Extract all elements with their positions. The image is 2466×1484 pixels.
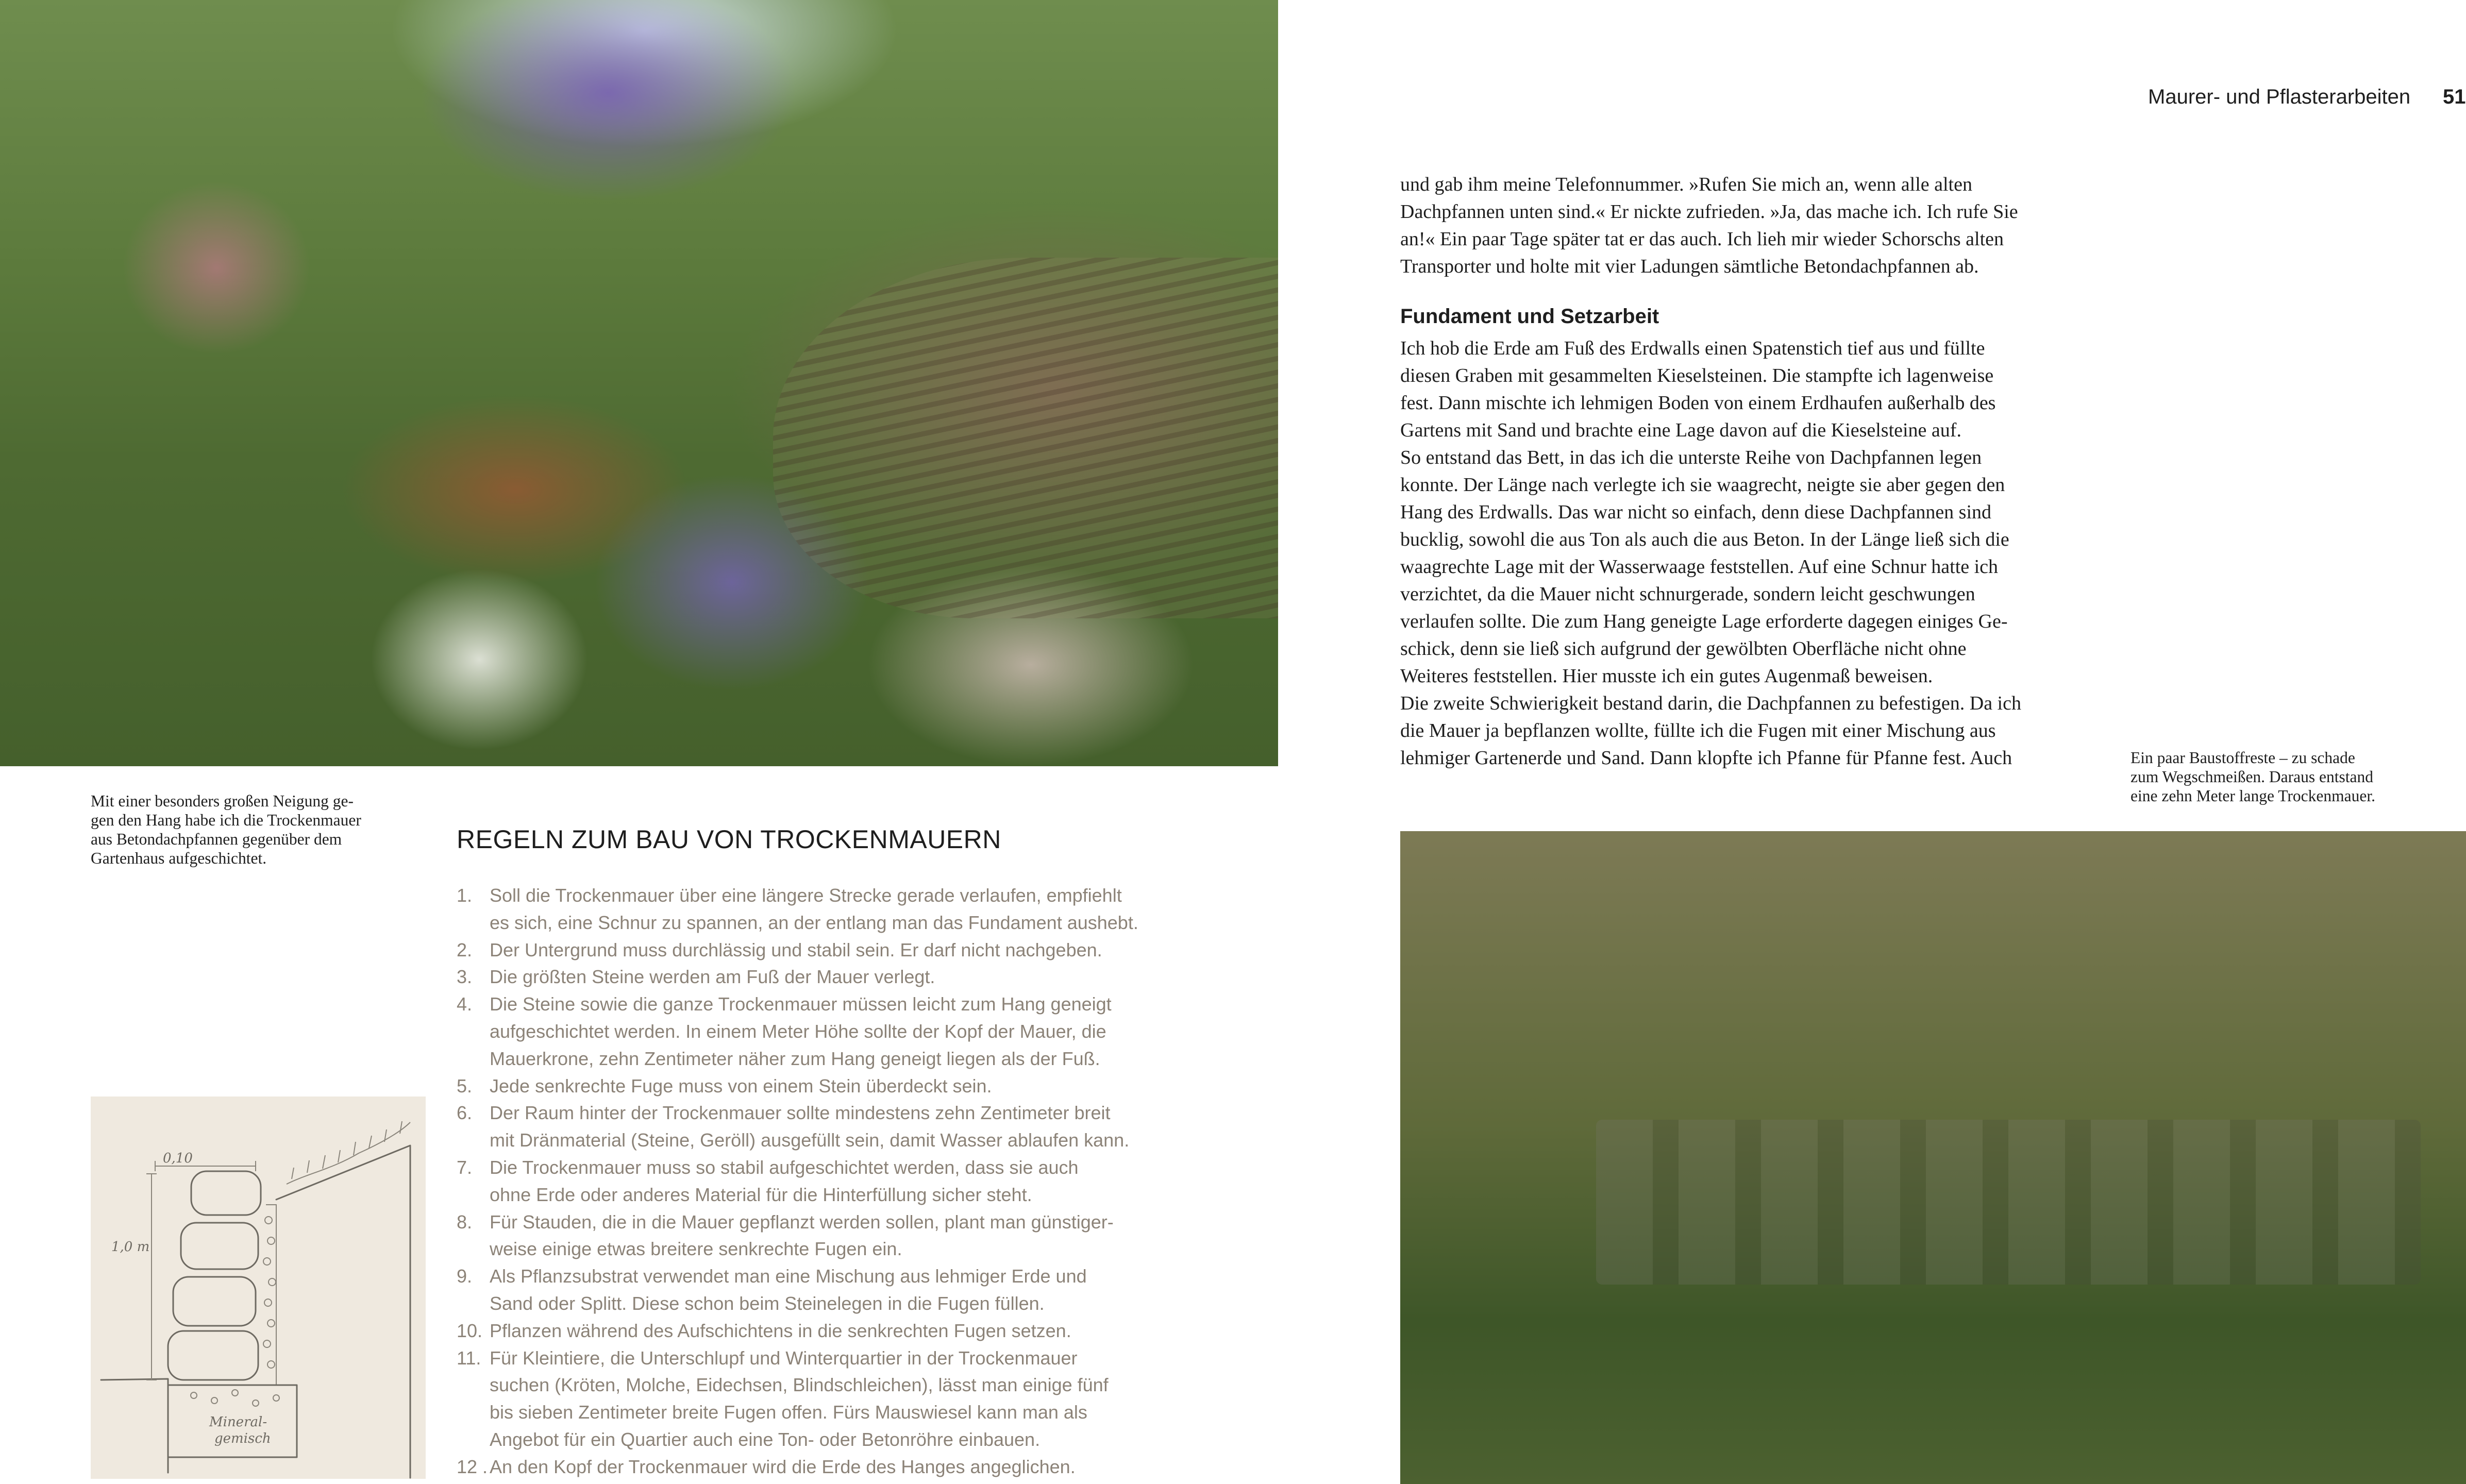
- caption-line: Ein paar Baustoffreste – zu schade: [2131, 749, 2355, 767]
- caption-line: aus Betondachpfannen gegenüber dem: [91, 830, 342, 848]
- rule-line: Für Stauden, die in die Mauer gepflanzt werden sollen, plant man günstiger-: [490, 1211, 1114, 1233]
- garden-wall-photo: [0, 0, 1278, 766]
- rule-line: mit Dränmaterial (Steine, Geröll) ausgefüllt sein, damit Wasser ablaufen kann.: [490, 1129, 1130, 1151]
- sketch-drawing: [91, 1097, 426, 1479]
- rule-line: es sich, eine Schnur zu spannen, an der entlang man das Fundament aushebt.: [490, 912, 1138, 933]
- sketch-label-010: 0,10: [163, 1151, 193, 1166]
- sketch-stone: [181, 1223, 258, 1269]
- body-line: und gab ihm meine Telefonnummer. »Rufen Sie mich an, wenn alle alten: [1400, 174, 1972, 195]
- body-line: Die zweite Schwierigkeit bestand darin, die Dachpfannen zu befestigen. Da ich: [1400, 693, 2021, 714]
- rule-number: 5.: [457, 1075, 473, 1097]
- body-line: bucklig, sowohl die aus Ton als auch die aus Beton. In der Länge ließ sich die: [1400, 529, 2009, 550]
- body-line: Transporter und holte mit vier Ladungen sämtliche Betondachpfannen ab.: [1400, 256, 1979, 277]
- rule-item: [457, 1100, 1168, 1154]
- sketch-stone: [168, 1331, 258, 1380]
- rule-line: Mauerkrone, zehn Zentimeter näher zum Hang geneigt liegen als der Fuß.: [490, 1048, 1100, 1069]
- caption-line: Mit einer besonders großen Neigung ge-: [91, 792, 354, 810]
- body-line: verlaufen sollte. Die zum Hang geneigte Lage erforderte dagegen einiges Ge-: [1400, 611, 2008, 632]
- rule-line: Die Steine sowie die ganze Trockenmauer müssen leicht zum Hang geneigt: [490, 993, 1112, 1015]
- rule-number: 6.: [457, 1102, 473, 1124]
- body-line: Weiteres feststellen. Hier musste ich ein gutes Augenmaß beweisen.: [1400, 665, 1933, 687]
- rule-line: Der Untergrund muss durchlässig und stabil sein. Er darf nicht nachgeben.: [490, 939, 1102, 960]
- body-line: Dachpfannen unten sind.« Er nickte zufrieden. »Ja, das mache ich. Ich rufe Sie: [1400, 201, 2018, 223]
- rule-number: 1.: [457, 885, 473, 906]
- caption-bottom-photo: [2131, 748, 2445, 805]
- rule-item: [457, 1154, 1168, 1209]
- rule-number: 7.: [457, 1156, 473, 1178]
- rule-line: Jede senkrechte Fuge muss von einem Stein überdeckt sein.: [490, 1075, 992, 1097]
- body-line: konnte. Der Länge nach verlegte ich sie waagrecht, neigte sie aber gegen den: [1400, 474, 2005, 496]
- rule-line: Soll die Trockenmauer über eine längere Strecke gerade verlaufen, empfiehlt: [490, 885, 1122, 906]
- rule-line: Die größten Steine werden am Fuß der Mauer verlegt.: [490, 966, 935, 988]
- rule-line: Die Trockenmauer muss so stabil aufgeschichtet werden, dass sie auch: [490, 1156, 1079, 1178]
- sketch-pebbles: [191, 1217, 279, 1406]
- rule-line: Angebot für ein Quartier auch eine Ton- oder Betonröhre einbauen.: [490, 1428, 1041, 1450]
- rule-item: [457, 882, 1168, 937]
- rule-number: 9.: [457, 1266, 473, 1287]
- rule-item: [457, 991, 1168, 1072]
- rule-line: bis sieben Zentimeter breite Fugen offen. Fürs Mauswiesel kann man als: [490, 1402, 1087, 1423]
- sketch-stone: [173, 1277, 256, 1326]
- rule-item: [457, 1318, 1168, 1345]
- rule-number: 3.: [457, 966, 473, 988]
- sketch-label-height: 1,0 m: [111, 1239, 150, 1255]
- caption-line: Gartenhaus aufgeschichtet.: [91, 849, 267, 867]
- rule-line: weise einige etwas breitere senkrechte Fugen ein.: [490, 1238, 902, 1260]
- body-line: fest. Dann mischte ich lehmigen Boden von einem Erdhaufen außerhalb des: [1400, 392, 1996, 414]
- rule-item: [457, 1073, 1168, 1100]
- section-heading: Fundament und Setzarbeit: [1400, 305, 1659, 328]
- rubble-wall-photo: [1400, 831, 2466, 1484]
- rule-item: [457, 937, 1168, 964]
- rule-number: 10.: [457, 1320, 483, 1341]
- body-intro: [1400, 171, 2104, 280]
- rule-line: ohne Erde oder anderes Material für die Hinterfüllung sicher steht.: [490, 1184, 1032, 1205]
- rule-number: 4.: [457, 993, 473, 1015]
- body-line: schick, denn sie ließ sich aufgrund der gewölbten Oberfläche nicht ohne: [1400, 638, 1967, 660]
- caption-line: gen den Hang habe ich die Trockenmauer: [91, 811, 361, 829]
- body-line: verzichtet, da die Mauer nicht schnurgerade, sondern leicht geschwungen: [1400, 583, 1975, 605]
- rule-item: [457, 964, 1168, 991]
- body-line: diesen Graben mit gesammelten Kieselsteinen. Die stampfte ich lagenweise: [1400, 365, 1994, 386]
- rule-line: Pflanzen während des Aufschichtens in die senkrechten Fugen setzen.: [490, 1320, 1071, 1341]
- rule-item: [457, 1454, 1168, 1481]
- body-line: So entstand das Bett, in das ich die unterste Reihe von Dachpfannen legen: [1400, 447, 1982, 468]
- rule-line: aufgeschichtet werden. In einem Meter Höhe sollte der Kopf der Mauer, die: [490, 1020, 1106, 1042]
- rule-item: [457, 1209, 1168, 1263]
- running-head: Maurer- und Pflasterarbeiten: [2148, 86, 2411, 108]
- body-line: Gartens mit Sand und brachte eine Lage davon auf die Kieselsteine auf.: [1400, 419, 1961, 441]
- body-line: waagrechte Lage mit der Wasserwaage feststellen. Auf eine Schnur hatte ich: [1400, 556, 1999, 578]
- rule-item: [457, 1345, 1168, 1454]
- rule-line: Für Kleintiere, die Unterschlupf und Winterquartier in der Trockenmauer: [490, 1347, 1078, 1369]
- sketch-dimension-height: [146, 1174, 157, 1380]
- rule-line: Der Raum hinter der Trockenmauer sollte mindestens zehn Zentimeter breit: [490, 1102, 1111, 1124]
- body-line: Ich hob die Erde am Fuß des Erdwalls einen Spatenstich tief aus und füllte: [1400, 338, 1985, 359]
- rule-line: Sand oder Splitt. Diese schon beim Steinelegen in die Fugen füllen.: [490, 1292, 1045, 1314]
- body-line: Hang des Erdwalls. Das war nicht so einfach, denn diese Dachpfannen sind: [1400, 501, 1992, 523]
- sketch-label-mineral: Mineral-: [209, 1414, 267, 1430]
- rule-number: 11.: [457, 1347, 481, 1369]
- rules-heading: REGELN ZUM BAU VON TROCKENMAUERN: [457, 825, 1001, 854]
- sketch-stone: [191, 1171, 261, 1215]
- sketch-ground-line: [101, 1379, 168, 1473]
- rule-number: 12 .: [457, 1456, 488, 1477]
- page-number: 51: [2443, 86, 2466, 108]
- rule-number: 2.: [457, 939, 473, 960]
- caption-line: eine zehn Meter lange Trockenmauer.: [2131, 787, 2375, 805]
- rules-list: [457, 882, 1168, 1481]
- sketch-label-gemisch: gemisch: [214, 1431, 271, 1446]
- caption-line: zum Wegschmeißen. Daraus entstand: [2131, 768, 2373, 786]
- sketch-drainage-edge: [261, 1205, 276, 1385]
- rule-line: suchen (Kröten, Molche, Eidechsen, Blindschleichen), lässt man einige fünf: [490, 1374, 1109, 1396]
- caption-top-photo: [91, 791, 431, 868]
- rule-number: 8.: [457, 1211, 473, 1233]
- wall-sketch: [91, 1097, 426, 1479]
- rule-line: An den Kopf der Trockenmauer wird die Erde des Hanges angeglichen.: [490, 1456, 1076, 1477]
- rule-line: Als Pflanzsubstrat verwendet man eine Mischung aus lehmiger Erde und: [490, 1266, 1087, 1287]
- body-main: [1400, 335, 2104, 772]
- body-line: lehmiger Gartenerde und Sand. Dann klopfte ich Pfanne für Pfanne fest. Auch: [1400, 747, 2012, 769]
- body-line: die Mauer ja bepflanzen wollte, füllte ich die Fugen mit einer Mischung aus: [1400, 720, 1996, 741]
- body-line: an!« Ein paar Tage später tat er das auch. Ich lieh mir wieder Schorschs alten: [1400, 228, 2004, 250]
- rule-item: [457, 1263, 1168, 1318]
